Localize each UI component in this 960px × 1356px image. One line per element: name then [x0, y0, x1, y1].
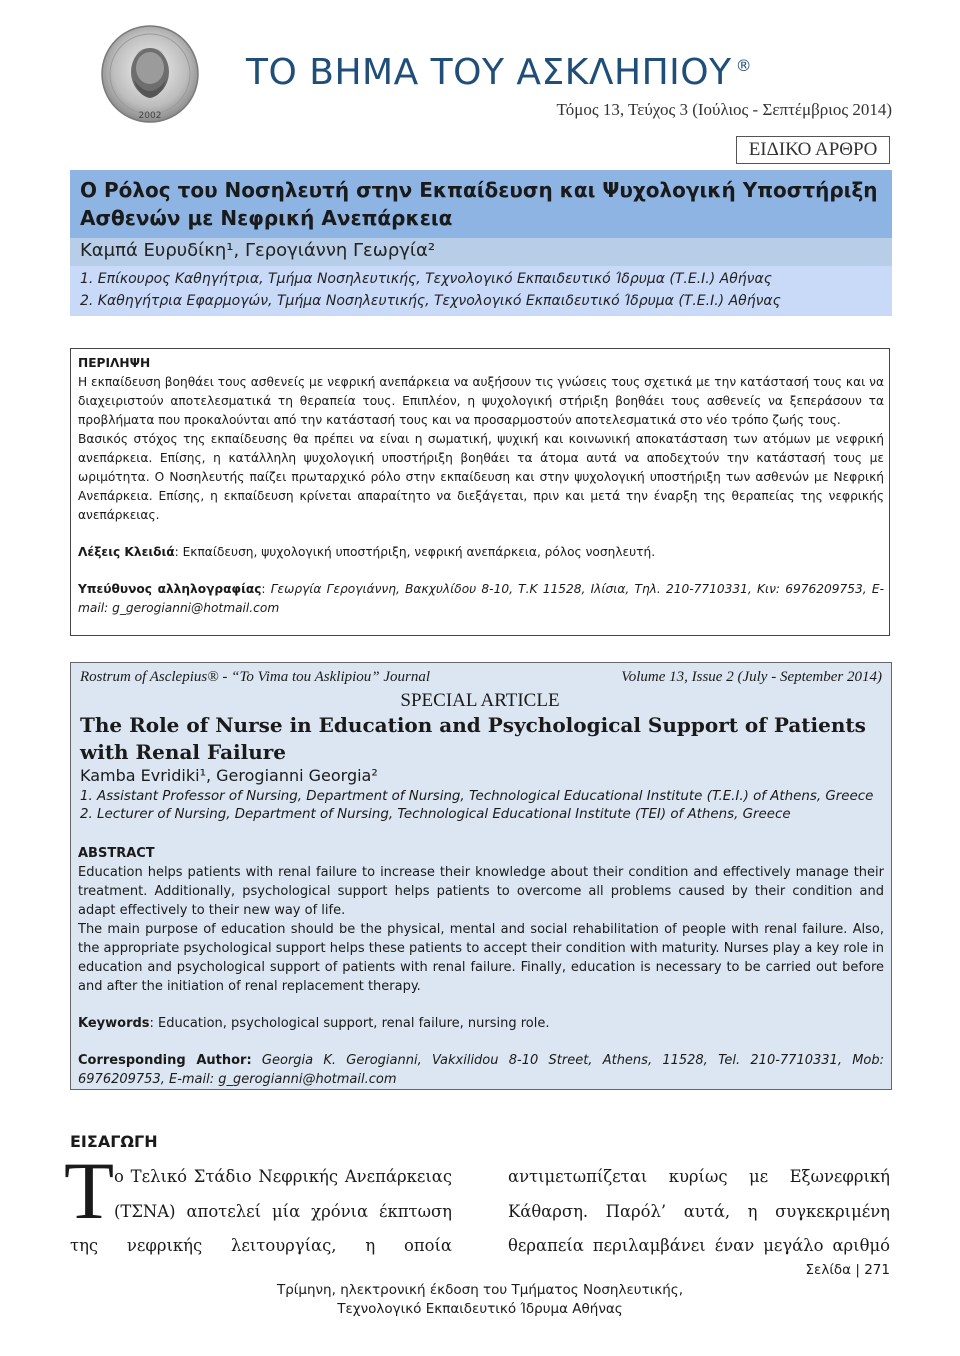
greek-abstract	[78, 354, 884, 618]
introduction-heading: ΕΙΣΑΓΩΓΗ	[70, 1132, 158, 1151]
body-column-2-line-1: αντιμετωπίζεται κυρίως με Εξωνεφρική	[508, 1167, 890, 1186]
journal-volume: Τόμος 13, Τεύχος 3 (Ιούλιος - Σεπτέμβριος 2014)	[556, 100, 892, 119]
english-title: The Role of Nurse in Education and Psychological Support of Patients with Renal Failure	[80, 713, 866, 764]
greek-abstract-paragraph-2: Βασικός στόχος της εκπαίδευσης θα πρέπει να είναι η σωματική, ψυχική και κοινωνική αποκατάσταση των ατόμων με νεφρική ανεπάρκεια. Επίσης, η κατάλληλη ψυχολογική υποστήριξη βοηθάει τα άτομα αυτά να αποδεχτούν την κατάστασή τους με ωριμότητα. Ο Νοσηλευτής παίζει πρωταρχικό ρόλο στην εκπαίδευση και στην ψυχολογική υποστήριξη των ασθενών με Νεφρική Ανεπάρκεια. Επίσης, η εκπαίδευση κρίνεται απαραίτητο να διεξάγεται, πριν και μετά την έναρξη της θεραπείας της νεφρικής ανεπάρκειας.	[78, 432, 884, 522]
body-column-1-line-2: (ΤΣΝΑ) αποτελεί μία χρόνια έκπτωση	[114, 1202, 452, 1221]
english-affiliation-2: 2. Lecturer of Nursing, Department of Nursing, Technological Educational Institute (TEI) of Athens, Greece	[80, 807, 791, 822]
greek-abstract-paragraph-1: Η εκπαίδευση βοηθάει τους ασθενείς με νεφρική ανεπάρκεια να αυξήσουν τις γνώσεις τους σχετικά με την κατάστασή τους και να διαχειριστούν αποτελεσματικά τη θεραπεία τους. Επιπλέον, η ψυχολογική στήριξη βοηθάει τους ασθενείς να ξεπεράσουν τα προβλήματα που προκαλούνται από την κατάστασή τους και να προσαρμοστούν αποτελεσματικά στο νέο τρόπο ζωής τους.	[78, 375, 884, 427]
greek-title: Ο Ρόλος του Νοσηλευτή στην Εκπαίδευση και Ψυχολογική Υποστήριξη Ασθενών με Νεφρική Ανεπάρκεια	[80, 178, 878, 230]
journal-logo	[100, 22, 200, 128]
english-authors: Kamba Evridiki¹, Gerogianni Georgia²	[80, 766, 378, 785]
body-column-2-line-3: θεραπεία περιλαμβάνει έναν μεγάλο αριθμό	[508, 1236, 890, 1255]
english-article-type: SPECIAL ARTICLE	[400, 690, 560, 711]
greek-keywords: Λέξεις Κλειδιά: Εκπαίδευση, ψυχολογική υποστήριξη, νεφρική ανεπάρκεια, ρόλος νοσηλευτή.	[78, 545, 656, 559]
english-affiliation-1: 1. Assistant Professor of Nursing, Department of Nursing, Technological Educational Institute (T.E.I.) of Athens, Greece	[80, 789, 874, 804]
drop-cap: Τ	[64, 1145, 115, 1236]
page-footer	[0, 1281, 960, 1319]
greek-affiliation-1: 1. Επίκουρος Καθηγήτρια, Τμήμα Νοσηλευτικής, Τεχνολογικό Εκπαιδευτικό Ίδρυμα (Τ.Ε.Ι.) Αθήνας	[80, 271, 772, 287]
english-volume: Volume 13, Issue 2 (July - September 2014)	[621, 669, 882, 685]
english-keywords: Keywords: Education, psychological support, renal failure, nursing role.	[78, 1016, 550, 1031]
english-abstract-heading: ABSTRACT	[78, 846, 155, 861]
greek-affiliation-2: 2. Καθηγήτρια Εφαρμογών, Τμήμα Νοσηλευτικής, Τεχνολογικό Εκπαιδευτικό Ίδρυμα (Τ.Ε.Ι.) Αθήνας	[80, 293, 781, 309]
english-abstract-paragraph-1: Education helps patients with renal failure to increase their knowledge about their condition and effectively manage their treatment. Additionally, psychological support helps patients to overcome all problems caused by their condition and adapt effectively to their new way of life.	[78, 865, 884, 918]
greek-correspondence: Υπεύθυνος αλληλογραφίας: Γεωργία Γερογιάννη, Βακχυλίδου 8-10, Τ.Κ 11528, Ιλίσια, Τηλ. 210-7710331, Κιν: 6976209753, E-mail: g_gerogianni@hotmail.com	[78, 582, 885, 615]
greek-authors: Καμπά Ευρυδίκη¹, Γερογιάννη Γεωργία²	[80, 240, 436, 261]
body-column-1-line-1: ο Τελικό Στάδιο Νεφρικής Ανεπάρκειας	[114, 1167, 452, 1186]
page-number: Σελίδα | 271	[805, 1262, 890, 1278]
registered-mark: ®	[735, 56, 753, 75]
article-type-label: ΕΙΔΙΚΟ ΑΡΘΡΟ	[736, 136, 890, 164]
english-abstract-paragraph-2: The main purpose of education should be the physical, mental and social rehabilitation of people with renal failure. Also, the appropriate psychological support helps these patients to accept their condition with maturity. Nurses play a key role in education and psychological support of patients with renal failure. Finally, education is necessary to be carried out before and after the initiation of renal replacement therapy.	[78, 922, 884, 994]
footer-line-2: Τεχνολογικό Εκπαιδευτικό Ίδρυμα Αθήνας	[337, 1301, 623, 1317]
body-column-1-line-3: της νεφρικής λειτουργίας, η οποία	[70, 1236, 452, 1255]
english-correspondence: Corresponding Author: Georgia K. Gerogianni, Vakxilidou 8-10 Street, Athens, 11528, Tel. 210-7710331, Mob: 6976209753, E-mail: g_gerogianni@hotmail.com	[78, 1053, 885, 1087]
body-column-2-line-2: Κάθαρση. Παρόλ’ αυτά, η συγκεκριμένη	[508, 1202, 890, 1221]
footer-line-1: Τρίμηνη, ηλεκτρονική έκδοση του Τμήματος Νοσηλευτικής,	[276, 1282, 683, 1298]
logo-year: 2002	[138, 111, 162, 121]
english-journal-name: Rostrum of Asclepius® - “To Vima tou Asklipiou” Journal	[80, 669, 431, 685]
greek-abstract-heading: ΠΕΡΙΛΗΨΗ	[78, 356, 151, 370]
english-abstract	[78, 844, 884, 1089]
journal-title: ΤΟ ΒΗΜΑ ΤΟΥ ΑΣΚΛΗΠΙΟΥ ®	[246, 52, 753, 93]
